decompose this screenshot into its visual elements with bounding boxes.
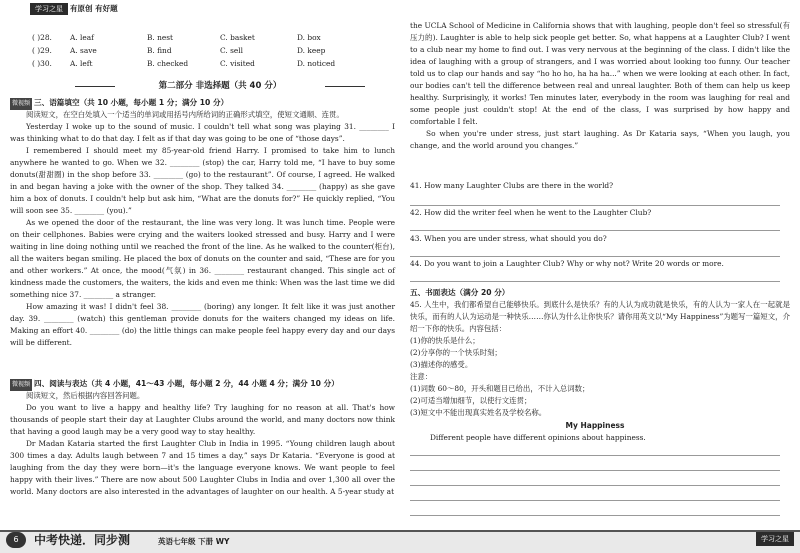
section-five-heading: 五、书面表达（满分 20 分）: [410, 288, 510, 297]
paragraph: Yesterday I woke up to the sound of music. I couldn't tell what song was playing 31. ________ I was thinking what to do that day. I felt as if that day was going to be one of “those days”.: [10, 122, 395, 143]
answer-line-44[interactable]: [410, 281, 780, 282]
question-44: 44. Do you want to join a Laughter Club? Why or why not? Write 20 words or more.: [410, 259, 724, 268]
question-43: 43. When you are under stress, what should you do?: [410, 234, 607, 243]
essay-line[interactable]: [410, 515, 780, 516]
option-d[interactable]: D. box: [297, 33, 321, 42]
essay-title: My Happiness: [565, 421, 625, 430]
essay-line[interactable]: [410, 470, 780, 471]
option-b[interactable]: B. nest: [147, 33, 174, 42]
option-d[interactable]: D. keep: [297, 46, 326, 55]
option-b[interactable]: B. find: [147, 46, 172, 55]
brand-logo: 学习之星: [30, 3, 68, 15]
option-a[interactable]: A. left: [70, 59, 93, 68]
question-30: [32, 58, 372, 70]
option-b[interactable]: B. checked: [147, 59, 189, 68]
book-title: 中考快递．同步测: [34, 533, 131, 547]
option-c[interactable]: C. sell: [220, 46, 243, 55]
answer-line-42[interactable]: [410, 230, 780, 231]
header-slogan: 有原创 有好题: [70, 4, 118, 13]
prompt-item-2: (2)分享你的一个快乐时刻；: [410, 348, 502, 357]
book-subtitle: 英语七年级 下册 WY: [158, 537, 230, 546]
option-d[interactable]: D. noticed: [297, 59, 336, 68]
paragraph: How amazing it was! I didn't feel 38. ________ (boring) any longer. It felt like it was just another day. 39. ________ (watch) this gentleman provide donuts for the waiters changed my ideas on life. Making an effort 40. ________ (do) the little things can make people feel happy every day and our days will be different.: [10, 302, 395, 347]
paragraph: So when you're under stress, just start laughing. As Dr Kataria says, “When you laugh, you change, and the world around you changes.”: [410, 129, 790, 150]
question-41: 41. How many Laughter Clubs are there in the world?: [410, 181, 614, 190]
instruction: 阅读短文，在空白处填入一个适当的单词或用括号内所给词的正确形式填空，使短文通顺、连贯。: [26, 110, 344, 119]
option-a[interactable]: A. leaf: [70, 33, 94, 42]
question-28: [32, 32, 372, 44]
paragraph: Do you want to live a happy and healthy life? Try laughing for no reason at all. That's how thousands of people start their day at Laughter Clubs around the world, and many doctors now think that having a good laugh may be a very good way to stay healthy.: [10, 403, 395, 436]
video-badge[interactable]: 微视频: [10, 379, 32, 391]
prompt-text: 45. 人生中，我们都希望自己能够快乐。到底什么是快乐？有的人认为成功就是快乐，有的人认为一家人在一起就是快乐，而有的人认为运动是一种快乐……你认为什么让你快乐？请你用英文以“My Happiness”为题写一篇短文，介绍一下你的快乐。内容包括：: [410, 300, 790, 333]
notes-heading: 注意：: [410, 372, 433, 381]
prompt-item-3: (3)描述你的感受。: [410, 360, 473, 369]
question-number: ( )30.: [32, 59, 52, 68]
writing-prompt: [410, 299, 790, 335]
paragraph: Dr Madan Kataria started the first Laughter Club in India in 1995. “Young children laugh about 300 times a day. Adults laugh between 7 and 15 times a day,” says Dr Kataria. “Everyone is good at laughing from the day they were born—it's the language everyone knows. We want people to feel happy with their lives.” There are now about 500 Laughter Clubs in India and over 1,300 all over the world. Many doctors are also interested in the advantages of laughter on our health. A 5-year study at: [10, 439, 395, 496]
note-2: (2)可适当增加细节，以使行文连贯；: [410, 396, 532, 405]
instruction: 阅读短文，然后根据内容回答问题。: [26, 391, 145, 400]
page-number: 6: [6, 532, 26, 548]
question-number: ( )28.: [32, 33, 52, 42]
answer-line-41[interactable]: [410, 205, 780, 206]
question-number: ( )29.: [32, 46, 52, 55]
section-three-text: [10, 109, 395, 349]
question-29: [32, 45, 372, 57]
option-c[interactable]: C. basket: [220, 33, 255, 42]
section-four-text: [10, 390, 395, 498]
essay-opening: Different people have different opinions about happiness.: [430, 433, 646, 442]
paragraph: the UCLA School of Medicine in California shows that with laughing, people don't feel so stressful(有压力的). Laughter is able to help sick people get better. So, what happens at a Laughter Club? I went to a club near my home to find out. I was very nervous at the beginning of the class. I didn't like the idea of laughing with a group of strangers, and I was worried about looking too funny. Our teacher told us to clap our hands and say “ho ho ho, ha ha ha...” when we were looking at each other. In fact, our bodies can't tell the difference between real and unreal laughter. Both of them can help us keep healthy. Surprisingly, it works! Ten minutes later, everybody in the room was laughing for real and some people just couldn't stop! At the end of the class, I was surprised by how happy and comfortable I felt.: [410, 21, 790, 126]
essay-line[interactable]: [410, 500, 780, 501]
video-badge[interactable]: 微视频: [10, 98, 32, 110]
section-four-title: 四、阅读与表达（共 4 小题，41～43 小题，每小题 2 分，44 小题 4 分；满分 10 分）: [34, 379, 339, 388]
essay-line[interactable]: [410, 485, 780, 486]
footer-brand-logo: 学习之星: [756, 532, 794, 546]
essay-line[interactable]: [410, 455, 780, 456]
prompt-item-1: (1)你的快乐是什么；: [410, 336, 480, 345]
paragraph: As we opened the door of the restaurant, the line was very long. It was lunch time. People were on their cellphones. Babies were crying and the waiters looked stressed and busy. Harry and I were waiting in line doing nothing until we reached the front of the line. As he walked to the counter(柜台), all the waiters began smiling. He placed the box of donuts on the counter and said, “These are for you and other workers.” At once, the mood(气氛) in 36. ________ restaurant changed. This single act of kindness made the customers, the waiters, the kids and even me think: When was the last time we did something nice 37. ________ a stranger.: [10, 218, 395, 299]
note-1: (1)词数 60～80，开头和题目已给出，不计入总词数；: [410, 384, 590, 393]
note-3: (3)短文中不能出现真实姓名及学校名称。: [410, 408, 547, 417]
question-42: 42. How did the writer feel when he went to the Laughter Club?: [410, 208, 652, 217]
part-two-title: 第二部分 非选择题（共 40 分）: [120, 80, 320, 92]
paragraph: I remembered I should meet my 85-year-old friend Harry. I promised to take him to lunch anywhere he wanted to go. When we 32. ________ (stop) the car, Harry told me, “I have to buy some donuts(甜甜圈) in the shop before 33. ________ (go) to the restaurant”. Of course, I agreed. He walked in and began having a joke with the owner of the shop. They talked 34. ________ (happy) as she gave him a box of donuts. I couldn't help but ask him, “What are the donuts for?” He quickly replied, “You will soon see 35. ________ (you).”: [10, 146, 395, 215]
section-three-title: 三、语篇填空（共 10 小题，每小题 1 分；满分 10 分）: [34, 98, 229, 107]
passage-continued: [410, 20, 790, 152]
answer-line-43[interactable]: [410, 256, 780, 257]
option-c[interactable]: C. visited: [220, 59, 255, 68]
option-a[interactable]: A. save: [70, 46, 97, 55]
